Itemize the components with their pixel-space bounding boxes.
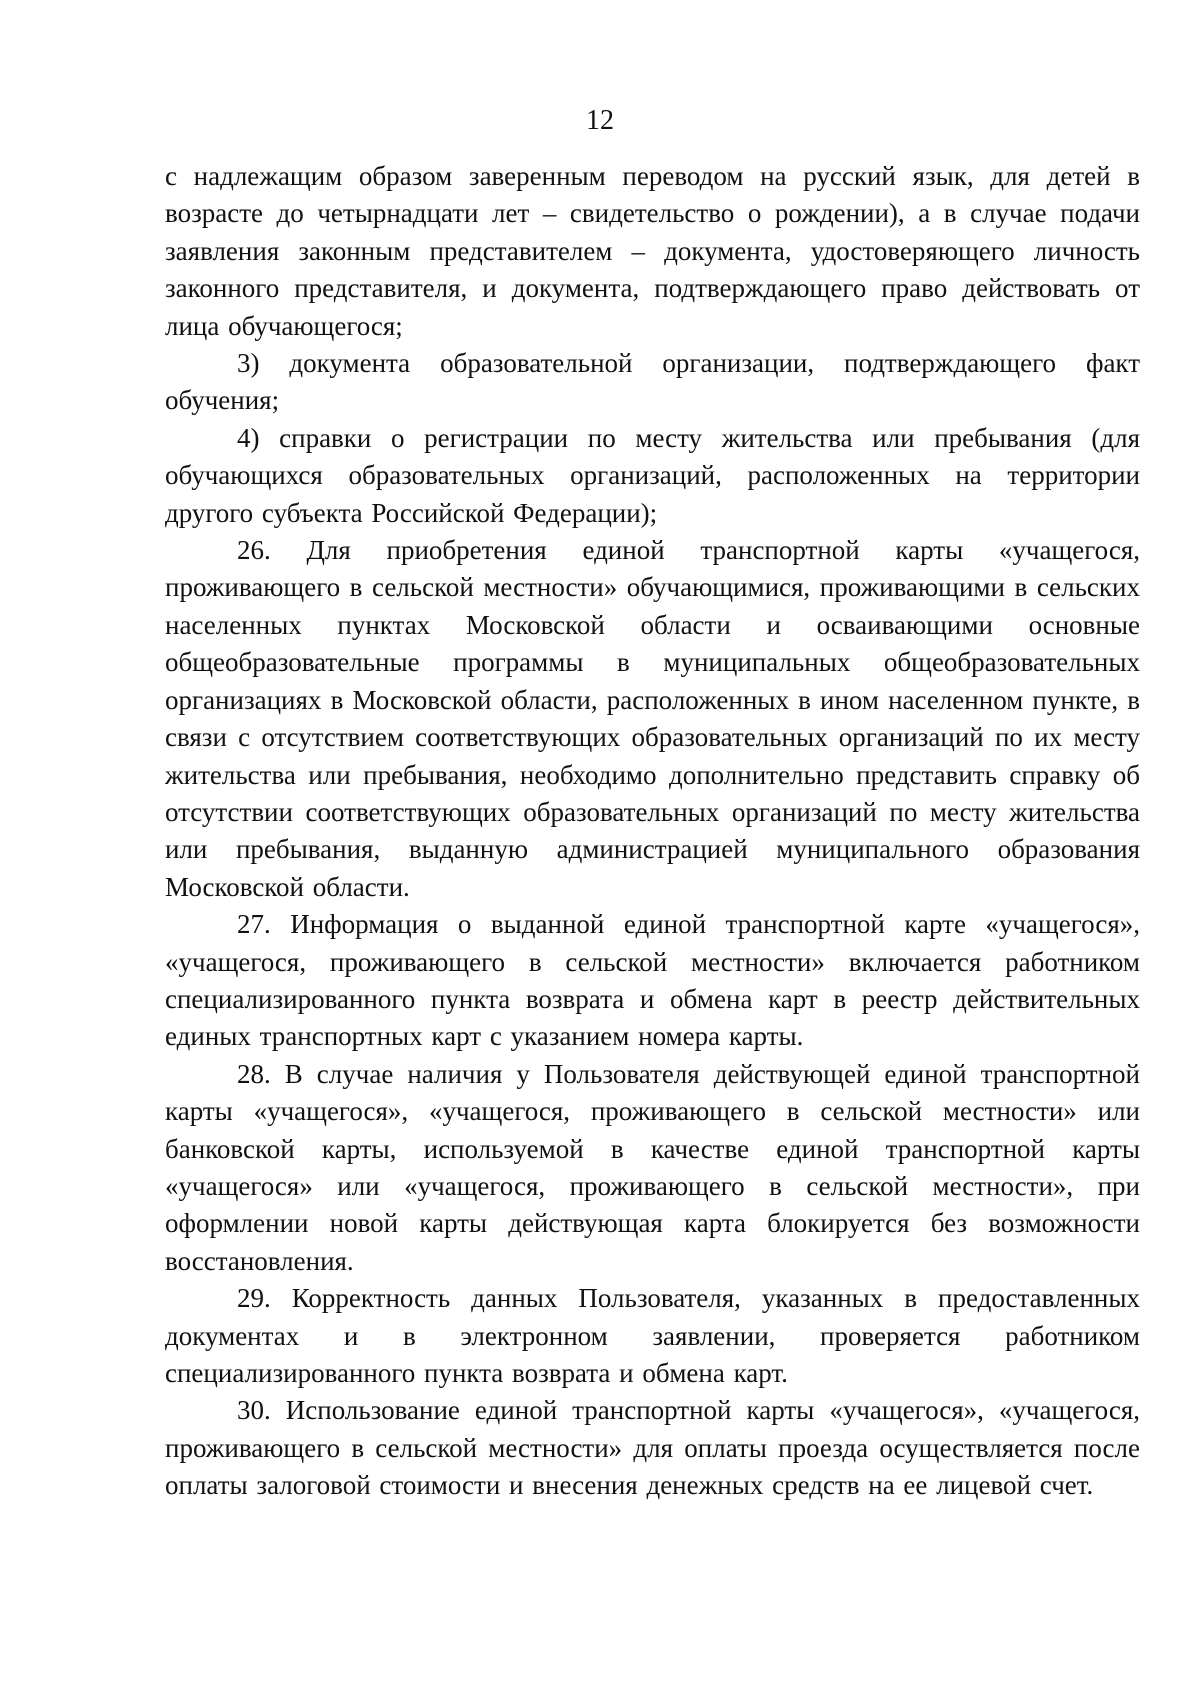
paragraph-26: 26. Для приобретения единой транспортной карты «учащегося, проживающего в сельской местности» обучающимися, проживающими в сельских населенных пунктах Московской области и осваивающими основные общеобразовательные программы в муниципальных общеобразовательных организациях в Московской области, расположенных в ином населенном пункте, в связи с отсутствием соответствующих образовательных организаций по их месту жительства или пребывания, необходимо дополнительно представить справку об отсутствии соответствующих образовательных организаций по месту жительства или пребывания, выданную администрацией муниципального образования Московской области. xyxy=(165,535,1140,902)
paragraph-28: 28. В случае наличия у Пользователя действующей единой транспортной карты «учащегося», «учащегося, проживающего в сельской местности» или банковской карты, используемой в качестве единой транспортной карты «учащегося» или «учащегося, проживающего в сельской местности», при оформлении новой карты действующая карта блокируется без возможности восстановления. xyxy=(165,1058,1140,1276)
paragraph-27: 27. Информация о выданной единой транспортной карте «учащегося», «учащегося, проживающего в сельской местности» включается работником специализированного пункта возврата и обмена карт в реестр действительных единых транспортных карт с указанием номера карты. xyxy=(165,909,1140,1052)
paragraph-item-4: 4) справки о регистрации по месту жительства или пребывания (для обучающихся образовательных организаций, расположенных на территории другого субъекта Российской Федерации); xyxy=(165,422,1140,528)
paragraph-29: 29. Корректность данных Пользователя, указанных в предоставленных документах и в электронном заявлении, проверяется работником специализированного пункта возврата и обмена карт. xyxy=(165,1283,1140,1388)
page-number: 12 xyxy=(586,105,614,136)
paragraph-item-3: 3) документа образовательной организации, подтверждающего факт обучения; xyxy=(165,348,1140,416)
paragraph-continuation: с надлежащим образом заверенным переводом на русский язык, для детей в возрасте до четырнадцати лет – свидетельство о рождении), а в случае подачи заявления законным представителем – документа, удостоверяющего личность законного представителя, и документа, подтверждающего право действовать от лица обучающегося; xyxy=(165,161,1140,341)
document-body xyxy=(165,158,1140,1505)
paragraph-30: 30. Использование единой транспортной карты «учащегося», «учащегося, проживающего в сельской местности» для оплаты проезда осуществляется после оплаты залоговой стоимости и внесения денежных средств на ее лицевой счет. xyxy=(165,1395,1140,1501)
